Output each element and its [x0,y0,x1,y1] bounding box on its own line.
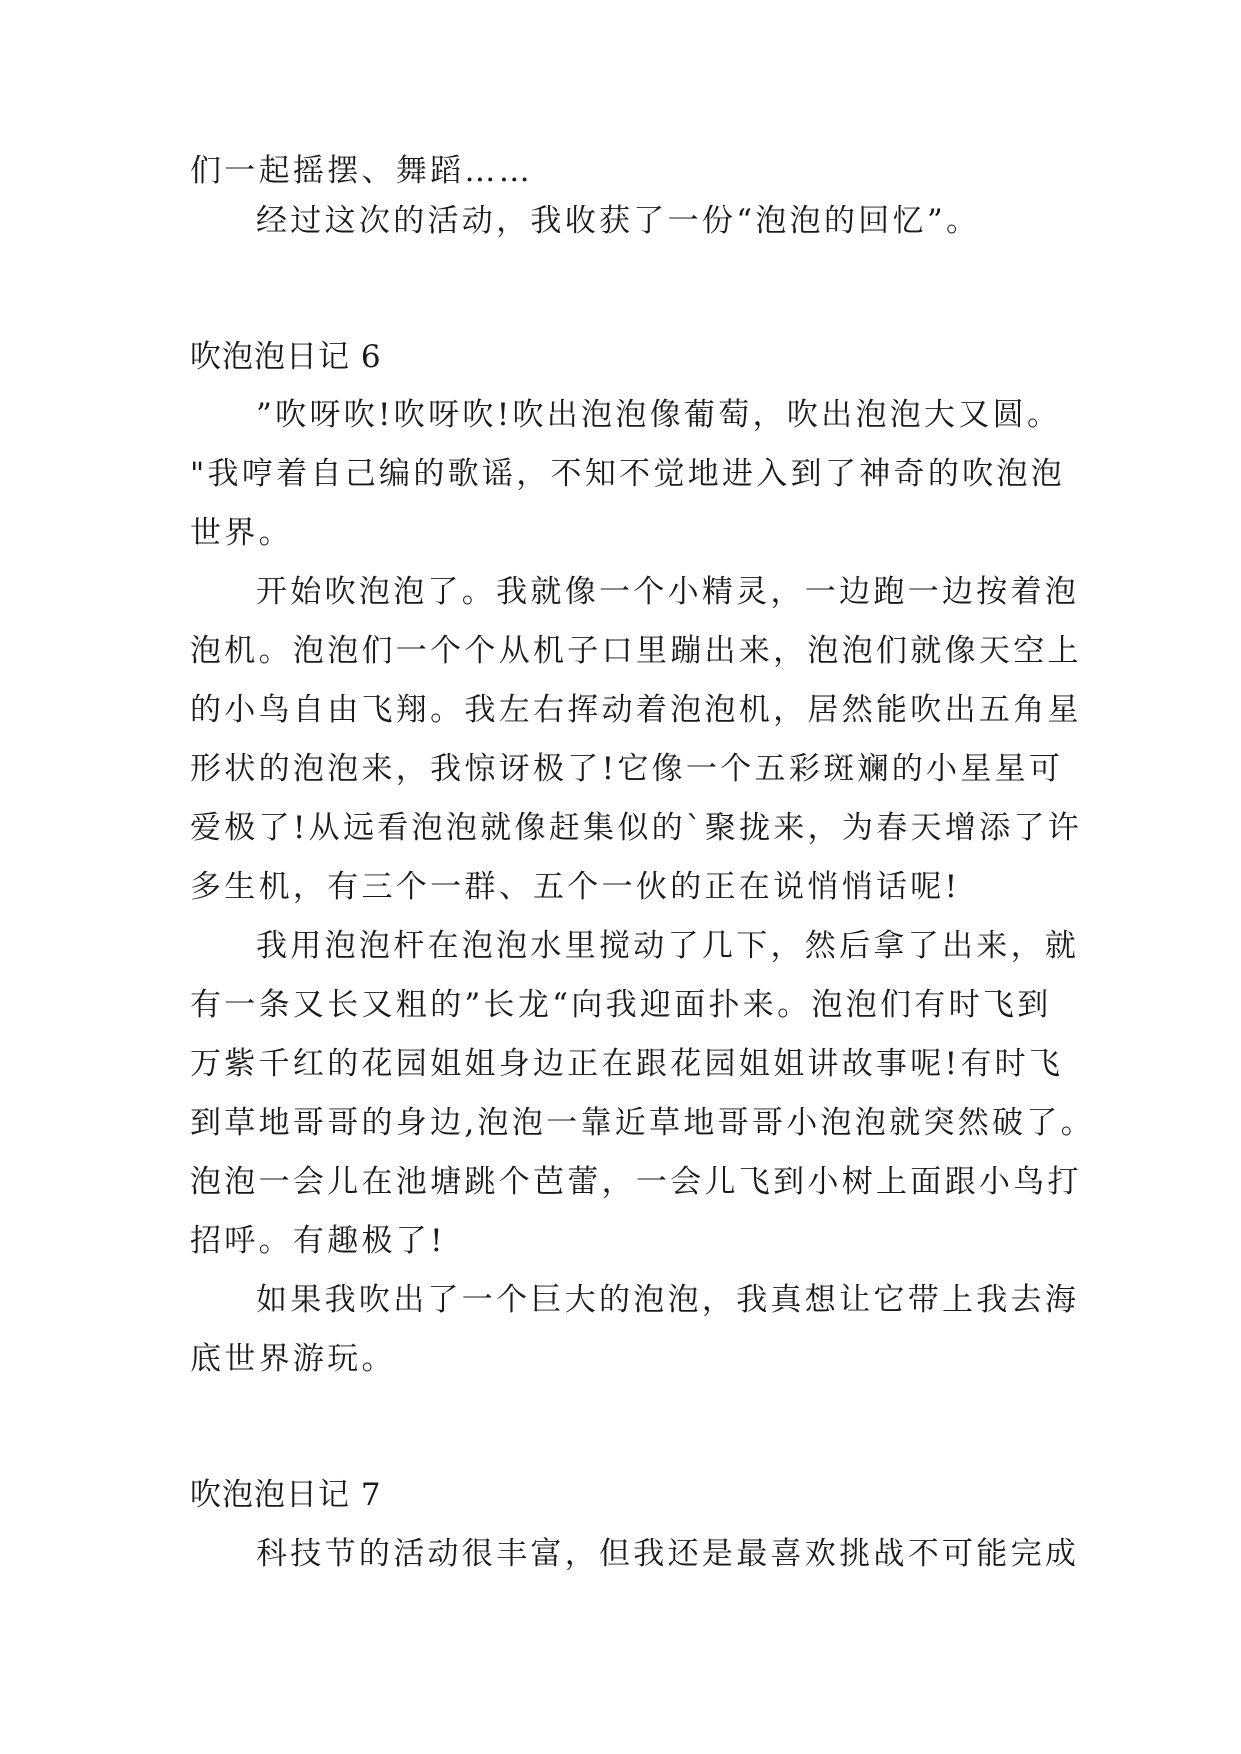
paragraph-line: 招呼。有趣极了! [190,1223,446,1259]
paragraph-line: 爱极了!从远看泡泡就像赶集似的`聚拢来，为春天增添了许 [190,810,1083,846]
paragraph-line: "我哼着自己编的歌谣，不知不觉地进入到了神奇的吹泡泡 [190,456,1066,492]
paragraph-line: 底世界游玩。 [190,1341,396,1377]
paragraph-line: 经过这次的活动，我收获了一份“泡泡的回忆”。 [256,203,981,239]
paragraph-line: 到草地哥哥的身边,泡泡一靠近草地哥哥小泡泡就突然破了。 [190,1105,1095,1141]
paragraph-line: 多生机，有三个一群、五个一伙的正在说悄悄话呢! [190,869,961,905]
paragraph-line: ”吹呀吹!吹呀吹!吹出泡泡像葡萄，吹出泡泡大又圆。 [256,397,1062,433]
paragraph-line: 有一条又长又粗的”长龙“向我迎面扑来。泡泡们有时飞到 [190,987,1052,1023]
section-heading: 吹泡泡日记 7 [190,1477,382,1513]
paragraph-line: 万紫千红的花园姐姐身边正在跟花园姐姐讲故事呢!有时飞 [190,1046,1064,1082]
paragraph-line: 泡泡一会儿在池塘跳个芭蕾，一会儿飞到小树上面跟小鸟打 [190,1164,1082,1200]
paragraph-line: 世界。 [190,515,293,551]
paragraph-line: 我用泡泡杆在泡泡水里搅动了几下，然后拿了出来，就 [256,928,1080,964]
paragraph-line: 科技节的活动很丰富，但我还是最喜欢挑战不可能完成 [256,1536,1080,1572]
paragraph-line: 如果我吹出了一个巨大的泡泡，我真想让它带上我去海 [256,1282,1080,1318]
paragraph-line: 们一起摇摆、舞蹈…… [190,153,533,189]
paragraph-line: 的小鸟自由飞翔。我左右挥动着泡泡机，居然能吹出五角星 [190,692,1082,728]
paragraph-line: 泡机。泡泡们一个个从机子口里蹦出来，泡泡们就像天空上 [190,633,1082,669]
section-heading: 吹泡泡日记 6 [190,339,382,375]
paragraph-line: 形状的泡泡来，我惊讶极了!它像一个五彩斑斓的小星星可 [190,751,1064,787]
paragraph-line: 开始吹泡泡了。我就像一个小精灵，一边跑一边按着泡 [256,574,1080,610]
